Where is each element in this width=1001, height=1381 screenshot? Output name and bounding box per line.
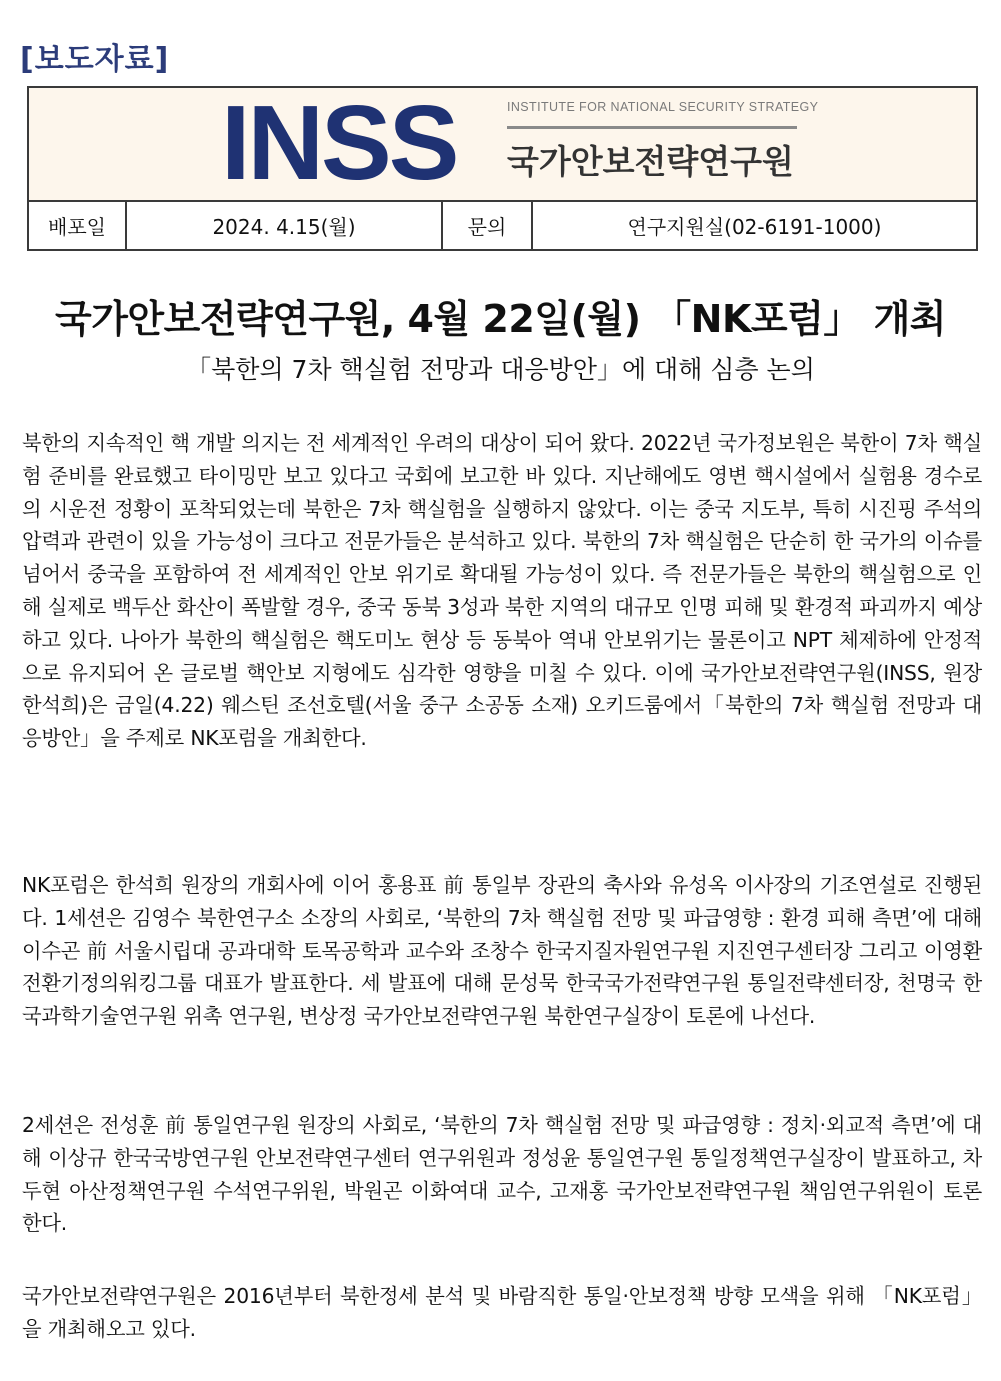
logo-divider	[507, 126, 797, 129]
info-row	[29, 202, 976, 249]
body-paragraph-3: 2세션은 전성훈 前 통일연구원 원장의 사회로, ‘북한의 7차 핵실험 전망 및 파급영향 : 정치·외교적 측면’에 대해 이상규 한국국방연구원 안보전략연구센터 연구위원과 정성윤 통일연구원 통일정책연구실장이 발표하고, 차두현 아산정책연구원 수석연구위원, 박원곤 이화여대 교수, 고재홍 국가안보전략연구원 책임연구위원이 토론한다.	[22, 1113, 982, 1236]
body-paragraph-2: NK포럼은 한석희 원장의 개회사에 이어 홍용표 前 통일부 장관의 축사와 유성옥 이사장의 기조연설로 진행된다. 1세션은 김영수 북한연구소 소장의 사회로, ‘북한의 7차 핵실험 전망 및 파급영향 : 환경 피해 측면’에 대해 이수곤 前 서울시립대 공과대학 토목공학과 교수와 조창수 한국지질자원연구원 지진연구센터장 그리고 이영환 전환기정의워킹그룹 대표가 발표한다. 세 발표에 대해 문성묵 한국국가전략연구원 통일전략센터장, 천명국 한국과학기술연구원 위촉 연구원, 변상정 국가안보전략연구원 북한연구실장이 토론에 나선다.	[22, 873, 982, 1029]
date-value: 2024. 4.15(월)	[127, 202, 443, 249]
body-paragraph-4: 국가안보전략연구원은 2016년부터 북한정세 분석 및 바람직한 통일·안보정책 방향 모색을 위해 「NK포럼」을 개최해오고 있다.	[22, 1284, 982, 1341]
subheadline: 「북한의 7차 핵실험 전망과 대응방안」에 대해 심층 논의	[186, 355, 815, 384]
logo-area	[29, 84, 976, 202]
logo-korean-name: 국가안보전략연구원	[507, 142, 794, 181]
body-paragraph-1: 북한의 지속적인 핵 개발 의지는 전 세계적인 우려의 대상이 되어 왔다. 2022년 국가정보원은 북한이 7차 핵실험 준비를 완료했고 타이밍만 보고 있다고 국회에 보고한 바 있다. 지난해에도 영변 핵시설에서 실험용 경수로의 시운전 정황이 포착되었는데 북한은 7차 핵실험을 실행하지 않았다. 이는 중국 지도부, 특히 시진핑 주석의 압력과 관련이 있을 가능성이 크다고 전문가들은 분석하고 있다. 북한의 7차 핵실험은 단순히 한 국가의 이슈를 넘어서 중국을 포함하여 전 세계적인 안보 위기로 확대될 가능성이 있다. 즉 전문가들은 북한의 핵실험으로 인해 실제로 백두산 화산이 폭발할 경우, 중국 동북 3성과 북한 지역의 대규모 인명 피해 및 환경적 파괴까지 예상하고 있다. 나아가 북한의 핵실험은 핵도미노 현상 등 동북아 역내 안보위기는 물론이고 NPT 체제하에 안정적으로 유지되어 온 글로벌 핵안보 지형에도 심각한 영향을 미칠 수 있다. 이에 국가안보전략연구원(INSS, 원장 한석희)은 금일(4.22) 웨스틴 조선호텔(서울 중구 소공동 소재) 오키드룸에서「북한의 7차 핵실험 전망과 대응방안」을 주제로 NK포럼을 개최한다.	[22, 431, 982, 751]
contact-label: 문의	[443, 202, 533, 249]
header-box	[27, 86, 978, 251]
inss-logo: INSS	[221, 84, 457, 202]
logo-english-name: INSTITUTE FOR NATIONAL SECURITY STRATEGY	[507, 100, 819, 114]
press-release-tag: [보도자료]	[20, 42, 170, 77]
date-label: 배포일	[29, 202, 127, 249]
headline: 국가안보전략연구원, 4월 22일(월) 「NK포럼」 개최	[55, 297, 946, 341]
contact-value: 연구지원실(02-6191-1000)	[627, 215, 882, 239]
